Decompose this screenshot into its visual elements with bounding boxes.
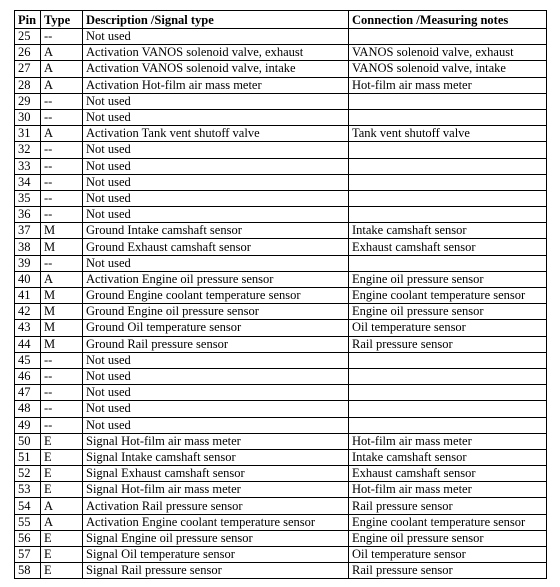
type-cell: --: [41, 401, 83, 417]
table-row: [15, 385, 547, 401]
table-row: [15, 77, 547, 93]
type-cell: A: [41, 498, 83, 514]
table-row: [15, 482, 547, 498]
connection-cell: [349, 385, 547, 401]
pin-cell: 56: [15, 530, 41, 546]
table-row: [15, 417, 547, 433]
pin-assignment-table: [14, 10, 547, 579]
pin-cell: 25: [15, 29, 41, 45]
connection-cell: [349, 352, 547, 368]
table-row: [15, 93, 547, 109]
connection-cell: Engine coolant temperature sensor: [349, 514, 547, 530]
connection-cell: Hot-film air mass meter: [349, 482, 547, 498]
table-row: [15, 288, 547, 304]
table-row: [15, 190, 547, 206]
type-cell: --: [41, 368, 83, 384]
connection-cell: Engine oil pressure sensor: [349, 304, 547, 320]
pin-cell: 37: [15, 223, 41, 239]
pin-cell: 31: [15, 126, 41, 142]
connection-cell: Exhaust camshaft sensor: [349, 239, 547, 255]
description-cell: Not used: [83, 352, 349, 368]
type-cell: E: [41, 449, 83, 465]
type-cell: A: [41, 61, 83, 77]
pin-cell: 58: [15, 563, 41, 579]
description-cell: Not used: [83, 368, 349, 384]
description-cell: Signal Intake camshaft sensor: [83, 449, 349, 465]
type-cell: --: [41, 158, 83, 174]
table-row: [15, 126, 547, 142]
table-row: [15, 239, 547, 255]
connection-cell: [349, 417, 547, 433]
type-cell: A: [41, 271, 83, 287]
table-row: [15, 530, 547, 546]
pin-cell: 43: [15, 320, 41, 336]
connection-cell: Intake camshaft sensor: [349, 449, 547, 465]
connection-cell: [349, 255, 547, 271]
connection-cell: Hot-film air mass meter: [349, 433, 547, 449]
description-cell: Not used: [83, 401, 349, 417]
table-row: [15, 255, 547, 271]
header-description: Description /Signal type: [83, 11, 349, 29]
connection-cell: [349, 368, 547, 384]
type-cell: E: [41, 563, 83, 579]
pin-cell: 53: [15, 482, 41, 498]
type-cell: --: [41, 29, 83, 45]
description-cell: Not used: [83, 93, 349, 109]
pin-cell: 54: [15, 498, 41, 514]
table-row: [15, 433, 547, 449]
type-cell: --: [41, 207, 83, 223]
pin-cell: 40: [15, 271, 41, 287]
table-row: [15, 158, 547, 174]
description-cell: Ground Oil temperature sensor: [83, 320, 349, 336]
connection-cell: Rail pressure sensor: [349, 563, 547, 579]
connection-cell: Engine oil pressure sensor: [349, 271, 547, 287]
pin-cell: 33: [15, 158, 41, 174]
pin-cell: 51: [15, 449, 41, 465]
type-cell: A: [41, 45, 83, 61]
description-cell: Signal Hot-film air mass meter: [83, 433, 349, 449]
pin-cell: 26: [15, 45, 41, 61]
pin-cell: 47: [15, 385, 41, 401]
description-cell: Ground Engine coolant temperature sensor: [83, 288, 349, 304]
description-cell: Ground Exhaust camshaft sensor: [83, 239, 349, 255]
pin-cell: 46: [15, 368, 41, 384]
pin-cell: 39: [15, 255, 41, 271]
pin-cell: 42: [15, 304, 41, 320]
header-type: Type: [41, 11, 83, 29]
type-cell: E: [41, 466, 83, 482]
table-row: [15, 498, 547, 514]
pin-cell: 36: [15, 207, 41, 223]
connection-cell: Exhaust camshaft sensor: [349, 466, 547, 482]
connection-cell: [349, 93, 547, 109]
type-cell: M: [41, 320, 83, 336]
description-cell: Activation Engine oil pressure sensor: [83, 271, 349, 287]
type-cell: --: [41, 174, 83, 190]
table-row: [15, 45, 547, 61]
table-row: [15, 352, 547, 368]
table-row: [15, 207, 547, 223]
connection-cell: Rail pressure sensor: [349, 336, 547, 352]
description-cell: Not used: [83, 417, 349, 433]
type-cell: M: [41, 288, 83, 304]
header-connection: Connection /Measuring notes: [349, 11, 547, 29]
type-cell: --: [41, 142, 83, 158]
table-header: [15, 11, 547, 29]
connection-cell: VANOS solenoid valve, intake: [349, 61, 547, 77]
type-cell: A: [41, 514, 83, 530]
pin-cell: 50: [15, 433, 41, 449]
description-cell: Signal Hot-film air mass meter: [83, 482, 349, 498]
type-cell: --: [41, 93, 83, 109]
description-cell: Signal Oil temperature sensor: [83, 547, 349, 563]
description-cell: Signal Engine oil pressure sensor: [83, 530, 349, 546]
connection-cell: VANOS solenoid valve, exhaust: [349, 45, 547, 61]
table-row: [15, 142, 547, 158]
type-cell: E: [41, 547, 83, 563]
type-cell: --: [41, 109, 83, 125]
connection-cell: [349, 29, 547, 45]
type-cell: --: [41, 255, 83, 271]
pin-cell: 27: [15, 61, 41, 77]
table-row: [15, 368, 547, 384]
description-cell: Activation Tank vent shutoff valve: [83, 126, 349, 142]
description-cell: Not used: [83, 29, 349, 45]
connection-cell: [349, 109, 547, 125]
table-row: [15, 547, 547, 563]
type-cell: M: [41, 336, 83, 352]
pin-cell: 28: [15, 77, 41, 93]
description-cell: Signal Rail pressure sensor: [83, 563, 349, 579]
type-cell: M: [41, 223, 83, 239]
connection-cell: Tank vent shutoff valve: [349, 126, 547, 142]
description-cell: Not used: [83, 207, 349, 223]
description-cell: Activation Hot-film air mass meter: [83, 77, 349, 93]
pin-cell: 32: [15, 142, 41, 158]
table-row: [15, 466, 547, 482]
description-cell: Activation VANOS solenoid valve, intake: [83, 61, 349, 77]
description-cell: Activation Rail pressure sensor: [83, 498, 349, 514]
header-pin: Pin: [15, 11, 41, 29]
table-row: [15, 223, 547, 239]
table-row: [15, 449, 547, 465]
connection-cell: [349, 174, 547, 190]
connection-cell: [349, 190, 547, 206]
type-cell: M: [41, 304, 83, 320]
connection-cell: Engine oil pressure sensor: [349, 530, 547, 546]
table-row: [15, 29, 547, 45]
description-cell: Not used: [83, 158, 349, 174]
table-row: [15, 271, 547, 287]
connection-cell: Engine coolant temperature sensor: [349, 288, 547, 304]
description-cell: Activation Engine coolant temperature sensor: [83, 514, 349, 530]
table-row: [15, 320, 547, 336]
pin-cell: 29: [15, 93, 41, 109]
description-cell: Not used: [83, 385, 349, 401]
connection-cell: Hot-film air mass meter: [349, 77, 547, 93]
pin-cell: 45: [15, 352, 41, 368]
table-row: [15, 336, 547, 352]
description-cell: Ground Engine oil pressure sensor: [83, 304, 349, 320]
pin-cell: 41: [15, 288, 41, 304]
connection-cell: Oil temperature sensor: [349, 547, 547, 563]
connection-cell: Rail pressure sensor: [349, 498, 547, 514]
table-row: [15, 514, 547, 530]
type-cell: --: [41, 385, 83, 401]
type-cell: A: [41, 77, 83, 93]
description-cell: Ground Rail pressure sensor: [83, 336, 349, 352]
pin-cell: 44: [15, 336, 41, 352]
type-cell: E: [41, 530, 83, 546]
pin-cell: 55: [15, 514, 41, 530]
type-cell: M: [41, 239, 83, 255]
type-cell: E: [41, 433, 83, 449]
pin-cell: 30: [15, 109, 41, 125]
pin-cell: 48: [15, 401, 41, 417]
connection-cell: [349, 401, 547, 417]
pin-cell: 38: [15, 239, 41, 255]
description-cell: Not used: [83, 255, 349, 271]
table-row: [15, 401, 547, 417]
description-cell: Not used: [83, 190, 349, 206]
description-cell: Activation VANOS solenoid valve, exhaust: [83, 45, 349, 61]
header-row: [15, 11, 547, 29]
description-cell: Signal Exhaust camshaft sensor: [83, 466, 349, 482]
pin-cell: 49: [15, 417, 41, 433]
type-cell: --: [41, 352, 83, 368]
connection-cell: Intake camshaft sensor: [349, 223, 547, 239]
pin-cell: 52: [15, 466, 41, 482]
table-row: [15, 174, 547, 190]
connection-cell: Oil temperature sensor: [349, 320, 547, 336]
table-row: [15, 109, 547, 125]
description-cell: Not used: [83, 109, 349, 125]
type-cell: E: [41, 482, 83, 498]
description-cell: Ground Intake camshaft sensor: [83, 223, 349, 239]
table-row: [15, 61, 547, 77]
table-row: [15, 563, 547, 579]
connection-cell: [349, 207, 547, 223]
connection-cell: [349, 158, 547, 174]
table-row: [15, 304, 547, 320]
pin-cell: 34: [15, 174, 41, 190]
table-body: [15, 29, 547, 579]
connection-cell: [349, 142, 547, 158]
pin-cell: 35: [15, 190, 41, 206]
type-cell: --: [41, 190, 83, 206]
type-cell: --: [41, 417, 83, 433]
description-cell: Not used: [83, 142, 349, 158]
type-cell: A: [41, 126, 83, 142]
pin-cell: 57: [15, 547, 41, 563]
description-cell: Not used: [83, 174, 349, 190]
